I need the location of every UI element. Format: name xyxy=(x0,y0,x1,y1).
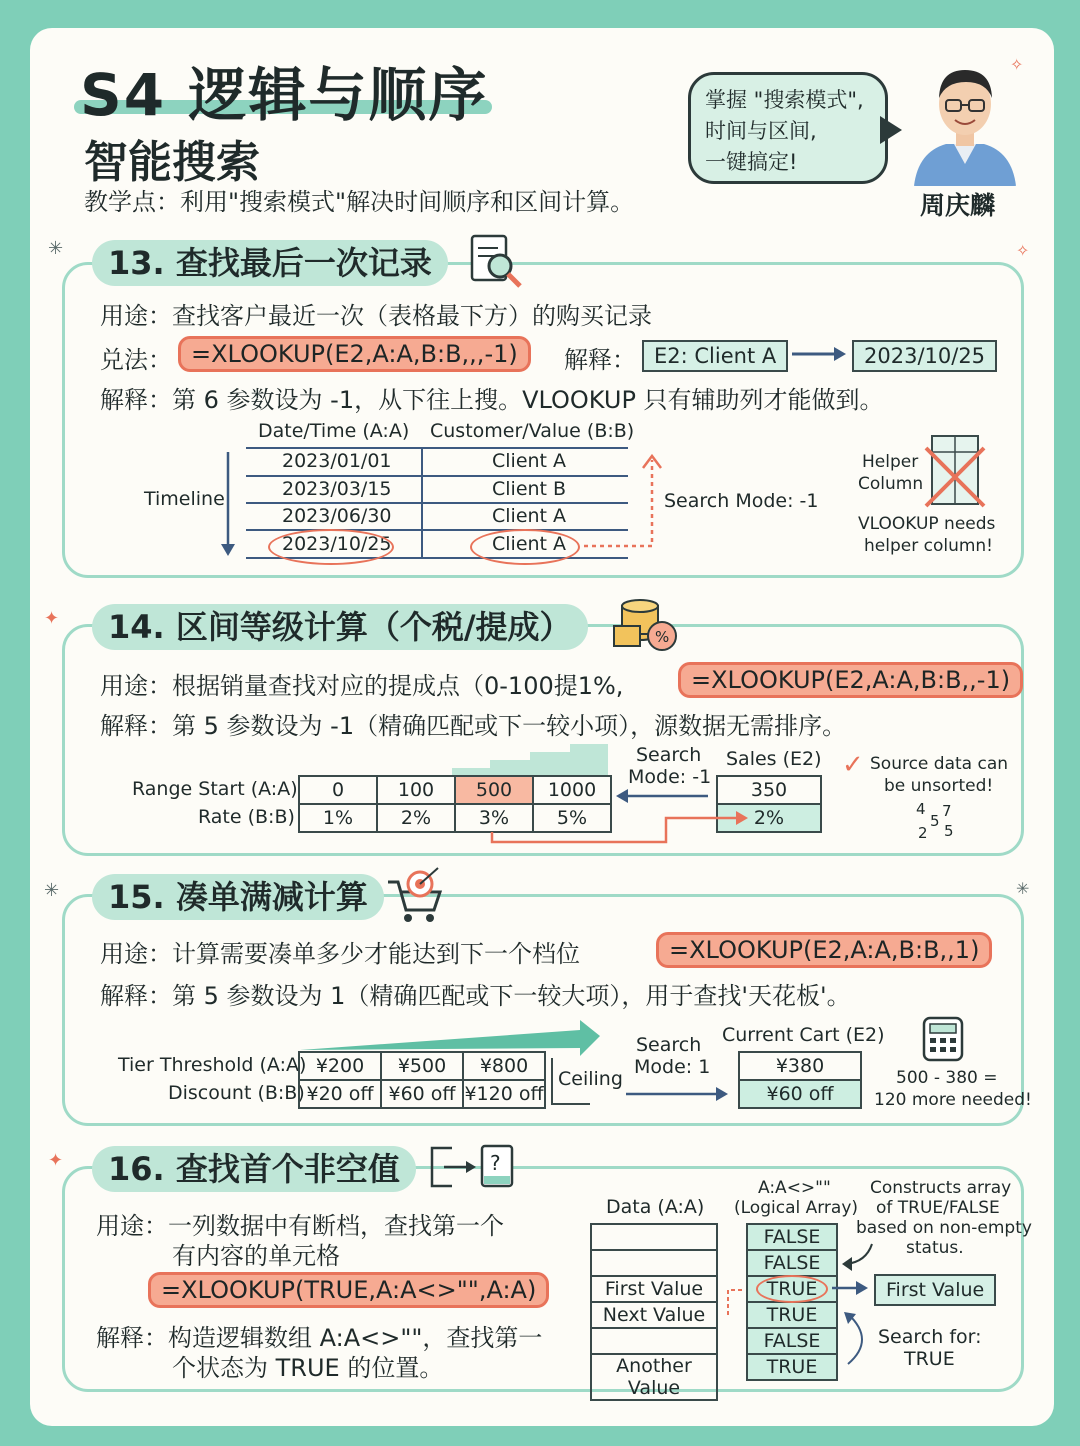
s14-rate-label: Rate (B:B) xyxy=(198,806,295,828)
page-subtitle: 智能搜索 xyxy=(84,137,260,188)
s14-note-line1: Source data can xyxy=(870,754,1009,774)
s15-calc-line2: 120 more needed! xyxy=(874,1090,1032,1110)
s16-data-cell: Another Value xyxy=(591,1354,717,1400)
svg-text:✧: ✧ xyxy=(1016,241,1030,260)
scattered-digit: 5 xyxy=(944,822,954,840)
s14-sales-result: 2% xyxy=(717,804,821,832)
s16-construct-l1: Constructs array xyxy=(870,1178,1012,1198)
s16-data-cell: Next Value xyxy=(591,1302,717,1328)
s16-search-for-l1: Search for: xyxy=(878,1326,982,1348)
s16-array-label-l2: (Logical Array) xyxy=(734,1198,859,1218)
scattered-digit: 2 xyxy=(918,824,928,842)
s13-helper-line2: Column xyxy=(858,474,924,494)
s16-array-cell: TRUE xyxy=(747,1354,837,1380)
svg-text:✦: ✦ xyxy=(44,608,60,629)
s16-data-cell: First Value xyxy=(591,1276,717,1302)
s14-range-label: Range Start (A:A) xyxy=(132,778,298,800)
s14-explain: 解释：第 5 参数设为 -1（精确匹配或下一较小项），源数据无需排序。 xyxy=(100,712,847,740)
bubble-line: 时间与区间, xyxy=(705,119,817,143)
s16-explain-line1: 解释：构造逻辑数组 A:A<>""，查找第一 xyxy=(96,1324,543,1352)
s14-note-line2: be unsorted! xyxy=(884,776,994,796)
s15-tier-label: Tier Threshold (A:A) xyxy=(118,1054,307,1076)
svg-text:✧: ✧ xyxy=(1010,55,1024,74)
s13-formula-label: 兑法： xyxy=(100,346,172,374)
s14-range-cell: 100 xyxy=(377,776,455,804)
s15-discount-cell: ¥20 off xyxy=(299,1080,381,1108)
s13-vlookup-line1: VLOOKUP needs xyxy=(858,514,996,534)
s14-range-cell-highlight: 500 xyxy=(455,776,533,804)
section-14-heading: 14. 区间等级计算（个税/提成） xyxy=(92,604,588,650)
s15-calc-line1: 500 - 380 = xyxy=(896,1068,998,1088)
s14-search-mode-l2: Mode: -1 xyxy=(628,766,712,788)
s16-usage-line2: 有内容的单元格 xyxy=(172,1242,340,1270)
s16-array-cell: FALSE xyxy=(747,1328,837,1354)
svg-text:✳: ✳ xyxy=(1016,879,1030,898)
s16-usage-line1: 用途：一列数据中有断档，查找第一个 xyxy=(96,1212,504,1240)
s16-array-cell-true: TRUE xyxy=(747,1276,837,1302)
s15-explain: 解释：第 5 参数设为 1（精确匹配或下一较大项），用于查找'天花板'。 xyxy=(100,982,851,1010)
s14-sales-label: Sales (E2) xyxy=(726,748,822,770)
s13-timeline-label: Timeline xyxy=(144,488,225,510)
s14-rate-cell: 2% xyxy=(377,804,455,832)
s13-helper-line1: Helper xyxy=(862,452,919,472)
s13-vlookup-line2: helper column! xyxy=(864,536,993,556)
s13-cell: 2023/03/15 xyxy=(282,478,392,500)
s13-explain-label: 解释： xyxy=(564,346,636,374)
s14-usage: 用途：根据销量查找对应的提成点（0-100提1%, xyxy=(100,672,624,700)
s15-formula: =XLOOKUP(E2,A:A,B:B,,1) xyxy=(656,932,992,968)
s15-usage: 用途：计算需要凑单多少才能达到下一个档位 xyxy=(100,940,580,968)
scattered-digit: 7 xyxy=(942,802,952,820)
section-15-heading: 15. 凑单满减计算 xyxy=(92,874,384,920)
s15-cart-value: ¥380 xyxy=(739,1052,861,1080)
s15-search-mode-l1: Search xyxy=(636,1034,702,1056)
s13-cell: Client A xyxy=(492,450,567,472)
s15-tier-cell: ¥800 xyxy=(463,1052,545,1080)
svg-text:✦: ✦ xyxy=(48,1150,64,1171)
s13-header-date: Date/Time (A:A) xyxy=(258,420,410,442)
s15-tier-cell: ¥200 xyxy=(299,1052,381,1080)
s14-search-mode-l1: Search xyxy=(636,744,702,766)
svg-text:✳: ✳ xyxy=(44,880,60,901)
s15-cart-result: ¥60 off xyxy=(739,1080,861,1108)
s13-cell-highlight: Client A xyxy=(492,533,567,555)
s16-array-cell: FALSE xyxy=(747,1224,837,1250)
s14-rate-cell: 5% xyxy=(533,804,611,832)
s15-cart-label: Current Cart (E2) xyxy=(722,1024,885,1046)
s14-rate-cell: 3% xyxy=(455,804,533,832)
svg-text:?: ? xyxy=(490,1151,501,1175)
svg-text:✳: ✳ xyxy=(48,238,64,259)
s14-formula: =XLOOKUP(E2,A:A,B:B,,-1) xyxy=(678,662,1023,698)
s16-construct-l3: based on non-empty xyxy=(856,1218,1032,1238)
scattered-digit: 5 xyxy=(930,812,940,830)
teaching-point: 教学点：利用"搜索模式"解决时间顺序和区间计算。 xyxy=(84,188,635,216)
section-13-heading: 13. 查找最后一次记录 xyxy=(92,240,448,286)
svg-text:%: % xyxy=(655,628,670,646)
s16-construct-l4: status. xyxy=(906,1238,964,1258)
page-title: S4 逻辑与顺序 xyxy=(80,61,489,129)
s15-search-mode-l2: Mode: 1 xyxy=(634,1056,711,1078)
s13-cell-highlight: 2023/10/25 xyxy=(282,533,392,555)
s16-array-label-l1: A:A<>"" xyxy=(758,1178,831,1198)
s13-cell: 2023/01/01 xyxy=(282,450,392,472)
s16-result: First Value xyxy=(874,1274,996,1306)
s15-discount-label: Discount (B:B) xyxy=(168,1082,305,1104)
s13-formula: =XLOOKUP(E2,A:A,B:B,,,-1) xyxy=(178,336,531,372)
s14-range-cell: 1000 xyxy=(533,776,611,804)
s13-lookup-key: E2: Client A xyxy=(642,340,788,372)
s16-data-label: Data (A:A) xyxy=(606,1196,705,1218)
s16-array-cell: FALSE xyxy=(747,1250,837,1276)
s14-sales-value: 350 xyxy=(717,776,821,804)
author-name: 周庆麟 xyxy=(920,191,996,220)
s13-cell: 2023/06/30 xyxy=(282,505,392,527)
s13-search-mode: Search Mode: -1 xyxy=(664,490,819,512)
s15-tier-cell: ¥500 xyxy=(381,1052,463,1080)
bubble-line: 一键搞定! xyxy=(705,150,798,174)
s13-usage: 用途：查找客户最近一次（表格最下方）的购买记录 xyxy=(100,302,652,330)
s13-cell: Client B xyxy=(492,478,567,500)
bubble-line: 掌握 "搜索模式", xyxy=(705,88,864,112)
s16-array-cell: TRUE xyxy=(747,1302,837,1328)
s13-header-customer: Customer/Value (B:B) xyxy=(430,420,635,442)
s14-rate-cell: 1% xyxy=(299,804,377,832)
s15-ceiling: Ceiling xyxy=(558,1068,623,1090)
s13-cell: Client A xyxy=(492,505,567,527)
section-16-heading: 16. 查找首个非空值 xyxy=(92,1146,416,1192)
s15-discount-cell: ¥60 off xyxy=(381,1080,463,1108)
s15-discount-cell: ¥120 off xyxy=(463,1080,545,1108)
check-icon: ✓ xyxy=(842,750,864,780)
s13-lookup-result: 2023/10/25 xyxy=(852,340,997,372)
s16-formula: =XLOOKUP(TRUE,A:A<>"",A:A) xyxy=(148,1272,549,1308)
scattered-digit: 4 xyxy=(916,800,926,818)
s16-search-for-l2: TRUE xyxy=(904,1348,955,1370)
s14-range-cell: 0 xyxy=(299,776,377,804)
s16-construct-l2: of TRUE/FALSE xyxy=(876,1198,1000,1218)
s13-explain: 解释：第 6 参数设为 -1，从下往上搜。VLOOKUP 只有辅助列才能做到。 xyxy=(100,386,884,414)
s16-explain-line2: 个状态为 TRUE 的位置。 xyxy=(172,1354,444,1382)
